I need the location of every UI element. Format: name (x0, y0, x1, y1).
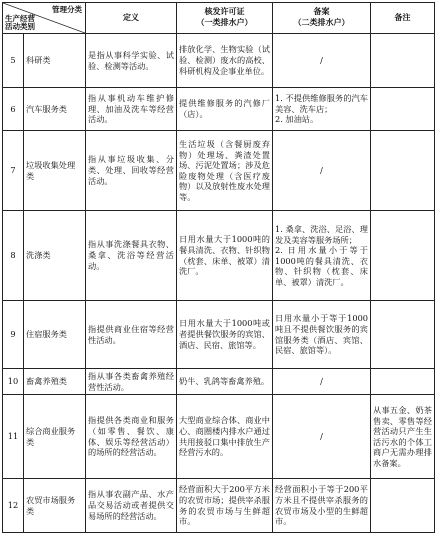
row-filing: / (273, 369, 371, 395)
row-number: 7 (3, 131, 24, 211)
row-permit: 提供维修服务的汽修厂（店）。 (177, 88, 273, 131)
row-definition: 指从事洗涤餐具衣物、桑拿、洗浴等经营活动。 (86, 211, 177, 301)
row-filing: / (273, 131, 371, 211)
row-definition: 指从事垃圾收集、分类、处理、回收等经营活动。 (86, 131, 177, 211)
header-activity-category: 生产经营 活动类别 (5, 13, 35, 32)
row-category: 农贸市场服务类 (24, 479, 86, 533)
header-diagonal-cell (3, 3, 86, 34)
header-definition: 定义 (86, 3, 177, 34)
row-remarks (371, 479, 435, 533)
row-remarks (371, 131, 435, 211)
row-remarks (371, 88, 435, 131)
row-number: 12 (3, 479, 24, 533)
header-management-category: 管理分类 (52, 5, 82, 14)
table-row (3, 34, 435, 88)
row-number: 11 (3, 395, 24, 479)
row-number: 10 (3, 369, 24, 395)
row-filing: 日用水量小于等于1000吨且不提供餐饮服务的宾馆服务类（酒店、宾馆、民宿、旅馆等）。 (273, 301, 371, 369)
row-filing: / (273, 34, 371, 88)
row-category: 综合商业服务类 (24, 395, 86, 479)
row-filing: / (273, 395, 371, 479)
table-header-row (3, 3, 435, 34)
header-remarks: 备注 (371, 3, 435, 34)
row-category: 洗涤类 (24, 211, 86, 301)
row-filing: 经营面积小于等于200平方米且不提供宰杀服务的农贸市场及小型的生鲜超市。 (273, 479, 371, 533)
row-permit: 奶牛、乳鸽等畜禽养殖。 (177, 369, 273, 395)
header-filing: 备案 （二类排水户） (273, 3, 371, 34)
table-row (3, 88, 435, 131)
table-row (3, 369, 435, 395)
table-row (3, 211, 435, 301)
row-permit: 生活垃圾（含餐厨废弃物）处理场、粪渣处置场、污泥处置场；涉及危险废物处理（含医疗废物）以及放射性废水处理等。 (177, 131, 273, 211)
classification-table (2, 2, 435, 533)
table-row (3, 395, 435, 479)
row-category: 垃圾收集处理类 (24, 131, 86, 211)
table-row (3, 301, 435, 369)
table-row (3, 479, 435, 533)
row-category: 住宿服务类 (24, 301, 86, 369)
row-definition: 是指从事科学实验、试验、检测等活动。 (86, 34, 177, 88)
row-definition: 指提供商业住宿等经营性活动。 (86, 301, 177, 369)
header-permit: 核发许可证 （一类排水户） (177, 3, 273, 34)
row-definition: 指提供各类商业和服务（如零售、餐饮、康体、娱乐等经营活动）的场所的经营活动。 (86, 395, 177, 479)
row-permit: 日用水量大于1000吨或者提供餐饮服务的宾馆、酒店、民宿、旅馆等。 (177, 301, 273, 369)
row-number: 9 (3, 301, 24, 369)
row-permit: 日用水量大于1000吨的餐具清洗、衣物、针织物（枕套、床单、被罩）清洗厂。 (177, 211, 273, 301)
row-permit: 经营面积大于200平方米的农贸市场；提供宰杀服务的农贸市场与生鲜超市。 (177, 479, 273, 533)
row-remarks: 从事五金、奶茶售卖、零售等经营活动只产生生活污水的个体工商户无需办理排水备案。 (371, 395, 435, 479)
row-remarks (371, 211, 435, 301)
row-definition: 指从事机动车维护修理、加油及洗车等经营活动。 (86, 88, 177, 131)
row-category: 汽车服务类 (24, 88, 86, 131)
row-number: 6 (3, 88, 24, 131)
row-definition: 指从事各类畜禽养殖经营性活动。 (86, 369, 177, 395)
row-remarks (371, 301, 435, 369)
row-number: 8 (3, 211, 24, 301)
row-permit: 大型商业综合体、商业中心、商圈楼内排水户通过共用接驳口集中排放生产经营污水的。 (177, 395, 273, 479)
row-remarks (371, 34, 435, 88)
row-permit: 排放化学、生物实验（试验、检测）废水的高校、科研机构及企事业单位。 (177, 34, 273, 88)
row-category: 畜禽养殖类 (24, 369, 86, 395)
table-row (3, 131, 435, 211)
row-category: 科研类 (24, 34, 86, 88)
row-definition: 指从事农副产品、水产品交易活动或者提供交易场所的经营活动。 (86, 479, 177, 533)
row-filing: 1. 不提供维修服务的汽车美容、洗车店； 2. 加油站。 (273, 88, 371, 131)
row-filing: 1. 桑拿、洗浴、足浴、理发及美容等服务场所； 2. 日用水量小于等于1000吨的餐具清洗、衣物、针织物（枕套、床单、被罩）清洗厂。 (273, 211, 371, 301)
row-number: 5 (3, 34, 24, 88)
row-remarks (371, 369, 435, 395)
